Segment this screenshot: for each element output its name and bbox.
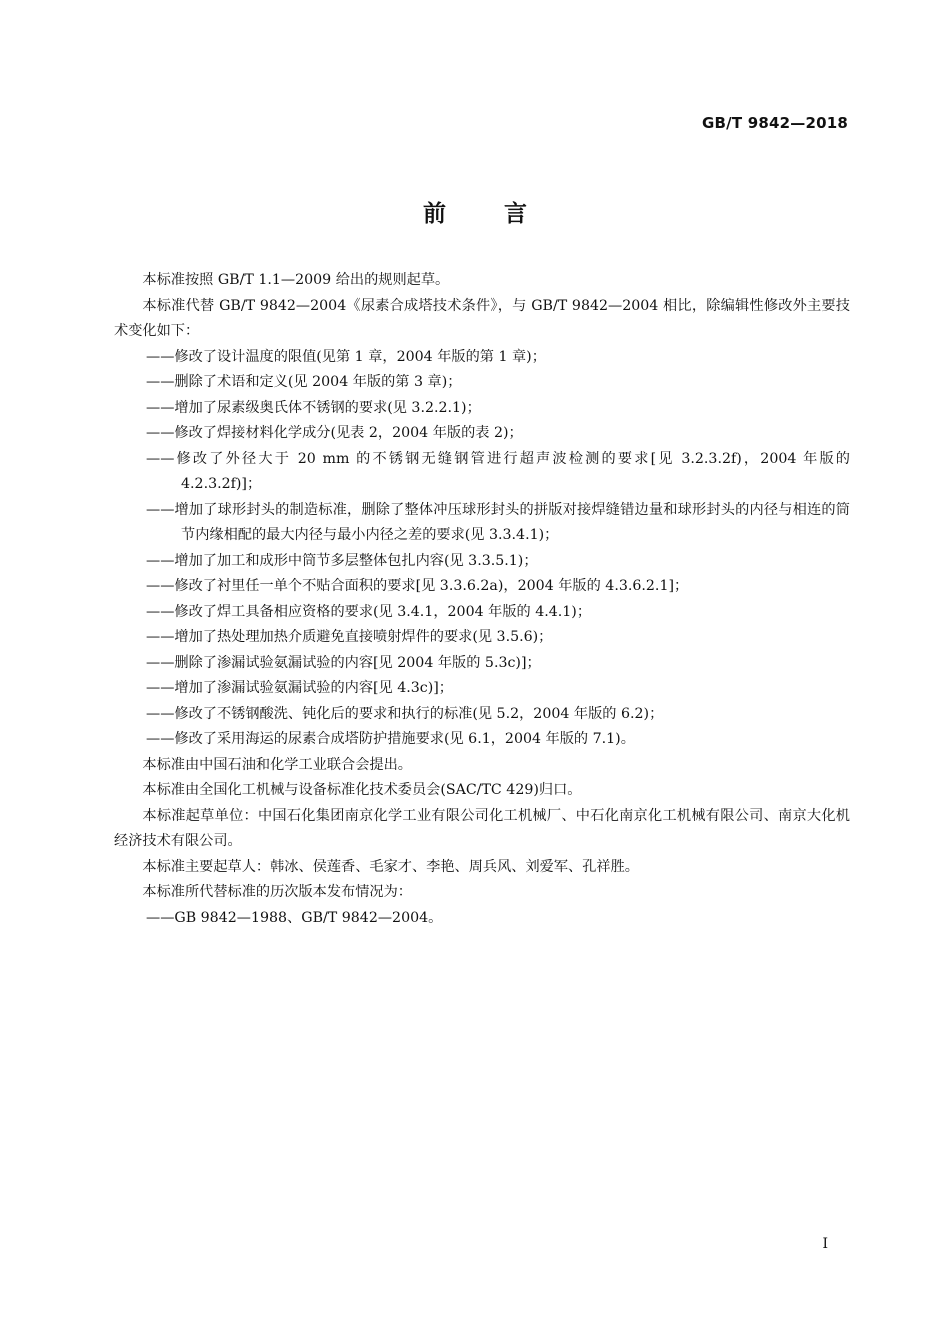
list-item: ——修改了焊接材料化学成分(见表 2，2004 年版的表 2)； — [146, 425, 523, 441]
page-title: 前言 — [423, 201, 585, 227]
list-item: ——增加了尿素级奥氏体不锈钢的要求(见 3.2.2.1)； — [146, 399, 481, 416]
list-item: ——修改了焊工具备相应资格的要求(见 3.4.1，2004 年版的 4.4.1)； — [146, 603, 592, 620]
paragraph-drafting-units: 本标准起草单位：中国石化集团南京化学工业有限公司化工机械厂、中石化南京化工机械有限公司、南京大化机经济技术有限公司。 — [114, 807, 850, 849]
paragraph-history-intro: 本标准所代替标准的历次版本发布情况为： — [142, 884, 412, 900]
list-item: ——修改了衬里任一单个不贴合面积的要求[见 3.3.6.2a)，2004 年版的 4.3.6.2.1]； — [146, 578, 689, 594]
paragraph-drafters: 本标准主要起草人：韩冰、侯莲香、毛家才、李艳、周兵风、刘爱军、孔祥胜。 — [142, 858, 639, 875]
paragraph-proposer: 本标准由中国石油和化学工业联合会提出。 — [142, 756, 412, 773]
standard-code: GB/T 9842—2018 — [702, 114, 848, 132]
paragraph-committee: 本标准由全国化工机械与设备标准化技术委员会(SAC/TC 429)归口。 — [142, 782, 582, 798]
history-list — [114, 906, 850, 932]
list-item: ——增加了球形封头的制造标准，删除了整体冲压球形封头的拼版对接焊缝错边量和球形封头的内径与相连的筒节内缘相配的最大内径与最小内径之差的要求(见 3.3.4.1)； — [146, 501, 850, 543]
list-item: ——增加了加工和成形中筒节多层整体包扎内容(见 3.3.5.1)； — [146, 552, 538, 569]
page-number: I — [822, 1236, 828, 1252]
foreword-body — [114, 268, 850, 931]
list-item: ——删除了渗漏试验氨漏试验的内容[见 2004 年版的 5.3c)]； — [146, 654, 541, 671]
list-item: ——修改了采用海运的尿素合成塔防护措施要求(见 6.1，2004 年版的 7.1)。 — [146, 731, 635, 747]
list-item: ——删除了术语和定义(见 2004 年版的第 3 章)； — [146, 374, 462, 390]
changes-list — [114, 345, 850, 753]
paragraph-replaces: 本标准代替 GB/T 9842—2004《尿素合成塔技术条件》，与 GB/T 9842—2004 相比，除编辑性修改外主要技术变化如下： — [114, 297, 850, 339]
list-item: ——修改了设计温度的限值(见第 1 章，2004 年版的第 1 章)； — [146, 348, 546, 365]
list-item: ——增加了渗漏试验氨漏试验的内容[见 4.3c)]； — [146, 680, 453, 696]
list-item: ——修改了外径大于 20 mm 的不锈钢无缝钢管进行超声波检测的要求[见 3.2.3.2f)，2004 年版的 4.2.3.2f)]； — [146, 450, 850, 492]
list-item: ——GB 9842—1988、GB/T 9842—2004。 — [146, 909, 443, 926]
list-item: ——增加了热处理加热介质避免直接喷射焊件的要求(见 3.5.6)； — [146, 629, 553, 645]
list-item: ——修改了不锈钢酸洗、钝化后的要求和执行的标准(见 5.2，2004 年版的 6.2)； — [146, 705, 664, 722]
paragraph-drafting-rules: 本标准按照 GB/T 1.1—2009 给出的规则起草。 — [142, 272, 450, 288]
